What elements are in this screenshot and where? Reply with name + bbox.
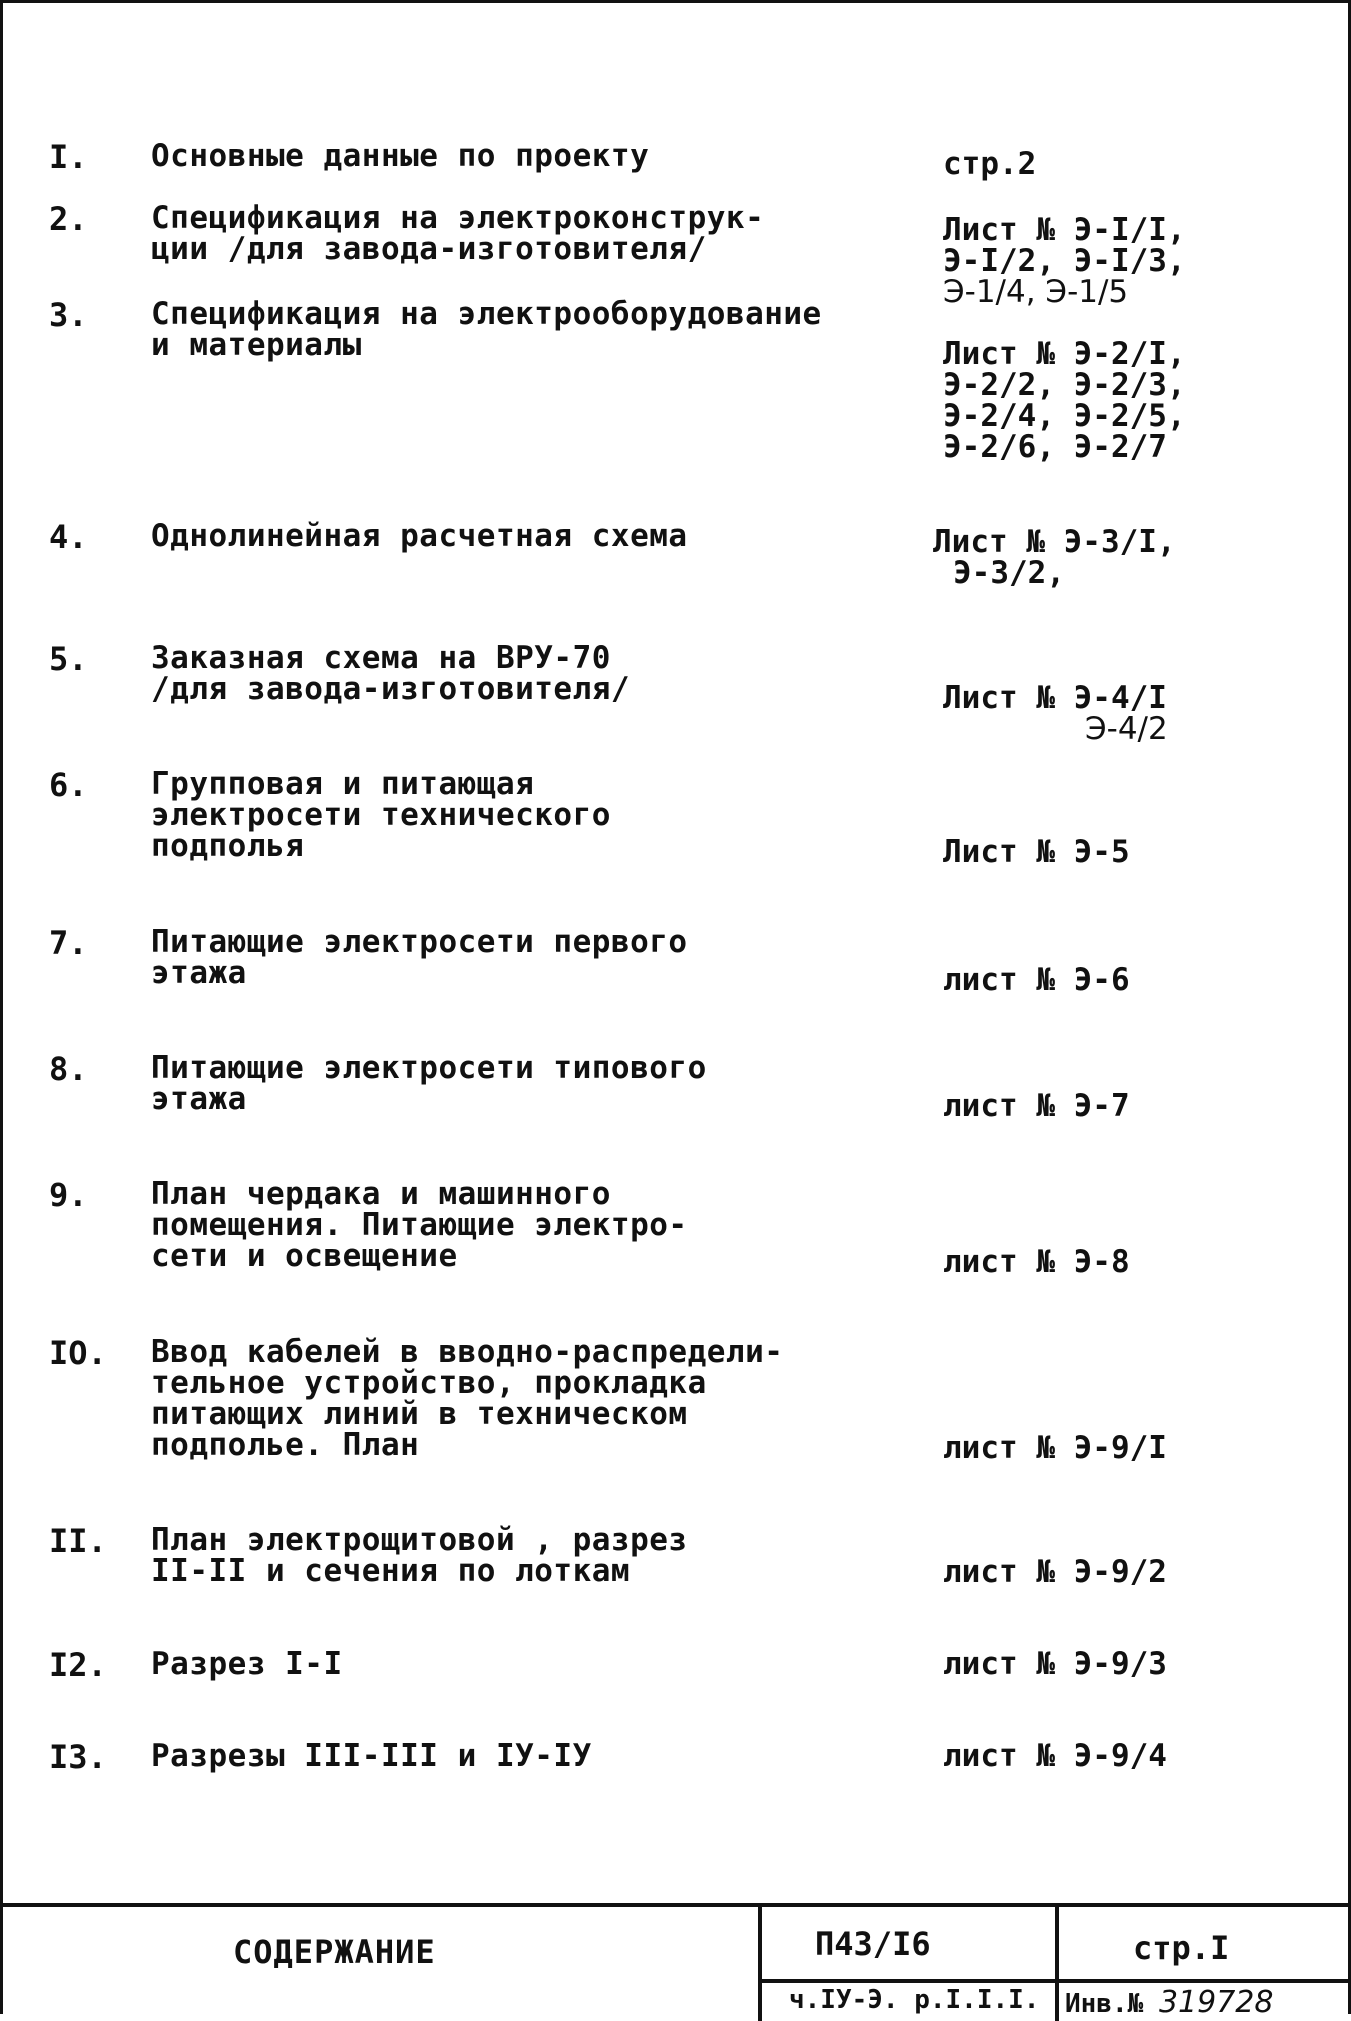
entry-number: II. (49, 1522, 107, 1560)
page-number: стр.I (1133, 1929, 1230, 1967)
entry-ref-line: Э-1/4, Э-1/5 (943, 274, 1129, 310)
entry-title-line: помещения. Питающие электро- (151, 1207, 688, 1243)
entry-sheet-ref (943, 1554, 1243, 1590)
entry-title-line: План чердака и машинного (151, 1176, 611, 1212)
entry-number: I2. (49, 1646, 107, 1684)
document-code: П43/I6 (815, 1925, 931, 1963)
entry-title-line: Основные данные по проекту (151, 138, 650, 174)
entry-title-line: тельное устройство, прокладка (151, 1365, 707, 1401)
entry-ref-line: Лист № Э-4/I (943, 680, 1167, 716)
inventory-label: Инв.№ (1065, 1989, 1144, 2019)
entry-number: 3. (49, 296, 88, 334)
entry-ref-line: Э-2/4, Э-2/5, (943, 398, 1186, 434)
entry-ref-line: лист № Э-9/2 (943, 1554, 1167, 1590)
document-series: ч.IУ-Э. р.I.I.I. (789, 1985, 1040, 2015)
document-title: СОДЕРЖАНИЕ (233, 1933, 436, 1971)
entry-title-line: Ввод кабелей в вводно-распредели- (151, 1334, 784, 1370)
entry-title (151, 296, 871, 363)
inventory-field (1065, 1985, 1273, 2020)
entry-sheet-ref (943, 336, 1243, 465)
entry-number: 2. (49, 200, 88, 238)
entry-sheet-ref (943, 680, 1243, 747)
entry-title-line: Однолинейная расчетная схема (151, 518, 688, 554)
entry-title (151, 1050, 871, 1117)
entry-number: I3. (49, 1738, 107, 1776)
entry-sheet-ref (943, 962, 1243, 998)
entry-title-line: этажа (151, 955, 247, 991)
entry-title-line: сети и освещение (151, 1238, 458, 1274)
entry-number: 5. (49, 640, 88, 678)
entry-title-line: Питающие электросети первого (151, 924, 688, 960)
entry-title-line: II-II и сечения по лоткам (151, 1553, 631, 1589)
entry-title (151, 1646, 871, 1682)
entry-ref-line: Лист № Э-3/I, (933, 524, 1176, 560)
entry-title-line: этажа (151, 1081, 247, 1117)
entry-title (151, 200, 871, 267)
entry-title (151, 766, 871, 864)
entry-title-line: Питающие электросети типового (151, 1050, 707, 1086)
entry-title-line: План электрощитовой , разрез (151, 1522, 688, 1558)
entry-number: 9. (49, 1176, 88, 1214)
entry-sheet-ref (943, 834, 1243, 870)
entry-ref-line: Э-2/6, Э-2/7 (943, 429, 1167, 465)
entry-title-line: Разрез I-I (151, 1646, 343, 1682)
entry-sheet-ref (943, 1646, 1243, 1682)
entry-sheet-ref (943, 212, 1243, 310)
entry-sheet-ref (943, 1244, 1243, 1280)
entry-ref-line: Э-2/2, Э-2/3, (943, 367, 1186, 403)
entry-title-line: питающих линий в техническом (151, 1396, 688, 1432)
entry-ref-line: Лист № Э-I/I, (943, 212, 1186, 248)
entry-ref-line: Лист № Э-5 (943, 834, 1130, 870)
entry-ref-line: лист № Э-8 (943, 1244, 1130, 1280)
title-block (3, 1903, 1351, 2020)
entry-number: I. (49, 138, 88, 176)
title-block-divider (1055, 1907, 1059, 2021)
entry-number: 7. (49, 924, 88, 962)
entry-title (151, 924, 871, 991)
entry-ref-line: Лист № Э-2/I, (943, 336, 1186, 372)
entry-ref-line: лист № Э-9/I (943, 1430, 1167, 1466)
entry-sheet-ref (943, 1738, 1243, 1774)
entry-title (151, 1738, 871, 1774)
entry-title-line: Спецификация на электрооборудование (151, 296, 822, 332)
entry-ref-line: лист № Э-6 (943, 962, 1130, 998)
entry-number: 4. (49, 518, 88, 556)
entry-ref-line: Э-4/2 (1085, 711, 1168, 747)
entry-title (151, 1176, 871, 1274)
entry-ref-line: лист № Э-7 (943, 1088, 1130, 1124)
entry-ref-line: Э-I/2, Э-I/3, (943, 243, 1186, 279)
entry-sheet-ref (943, 1088, 1243, 1124)
entry-title-line: и материалы (151, 327, 362, 363)
entry-number: 8. (49, 1050, 88, 1088)
entry-title-line: Групповая и питающая (151, 766, 535, 802)
entry-title-line: Заказная схема на ВРУ-70 (151, 640, 611, 676)
entry-title-line: ции /для завода-изготовителя/ (151, 231, 707, 267)
entry-title-line: Разрезы III-III и IУ-IУ (151, 1738, 592, 1774)
entry-number: IO. (49, 1334, 107, 1372)
entry-title (151, 138, 871, 174)
entry-ref-line: лист № Э-9/3 (943, 1646, 1167, 1682)
entry-ref-line: Э-3/2, (953, 555, 1065, 591)
entry-ref-line: стр.2 (943, 146, 1037, 182)
entry-sheet-ref (933, 524, 1233, 591)
entry-title-line: /для завода-изготовителя/ (151, 671, 631, 707)
title-block-divider (758, 1979, 1351, 1983)
title-block-divider (758, 1907, 762, 2021)
entry-title (151, 640, 871, 707)
entry-title (151, 1334, 871, 1463)
entry-title (151, 1522, 871, 1589)
entry-sheet-ref (943, 146, 1243, 182)
inventory-number: 319728 (1158, 1985, 1274, 2020)
entry-title-line: подполье. План (151, 1427, 420, 1463)
entry-title-line: Спецификация на электроконструк- (151, 200, 765, 236)
entry-title (151, 518, 871, 554)
entry-sheet-ref (943, 1430, 1243, 1466)
entry-title-line: электросети технического (151, 797, 611, 833)
entry-title-line: подполья (151, 828, 305, 864)
entry-ref-line: лист № Э-9/4 (943, 1738, 1167, 1774)
entry-number: 6. (49, 766, 88, 804)
